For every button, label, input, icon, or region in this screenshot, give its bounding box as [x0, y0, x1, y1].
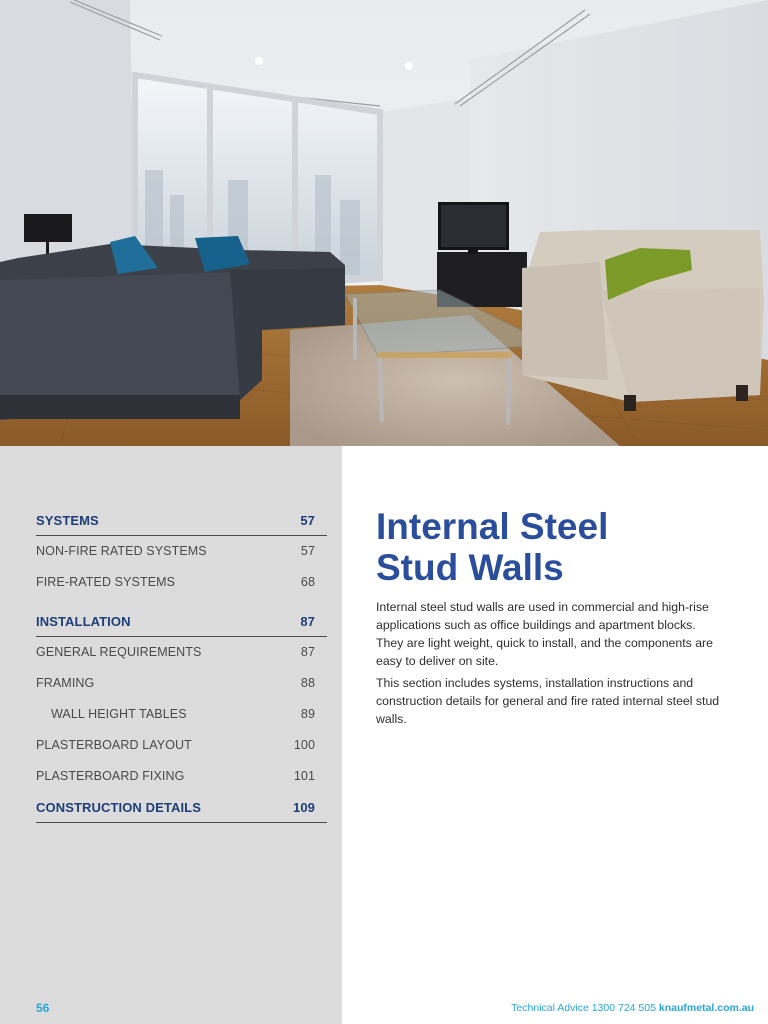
section-title-line-2: Stud Walls — [376, 547, 564, 588]
toc-label: SYSTEMS — [36, 513, 99, 528]
toc-heading-construction-details[interactable] — [36, 792, 327, 823]
toc-label: PLASTERBOARD LAYOUT — [36, 738, 192, 752]
section-title-line-1: Internal Steel — [376, 506, 609, 547]
toc-label: FIRE-RATED SYSTEMS — [36, 575, 176, 589]
toc-label: CONSTRUCTION DETAILS — [36, 800, 201, 815]
toc-item-non-fire-rated-systems[interactable] — [36, 536, 327, 567]
toc-page-number: 57 — [300, 544, 315, 558]
toc-heading-installation[interactable] — [36, 606, 327, 637]
intro-paragraph-1: Internal steel stud walls are used in commercial and high-rise applications such as office buildings and apartment blocks. They are light weight, quick to install, and the components are easy to deliver on site. — [376, 600, 713, 668]
intro-text — [376, 598, 724, 732]
toc-page-number: 87 — [300, 614, 315, 629]
toc-item-plasterboard-layout[interactable] — [36, 730, 327, 761]
toc-label: INSTALLATION — [36, 614, 131, 629]
toc-label: WALL HEIGHT TABLES — [51, 707, 187, 721]
toc-label: GENERAL REQUIREMENTS — [36, 645, 202, 659]
toc-panel — [0, 446, 342, 1024]
toc-page-number: 89 — [300, 707, 315, 721]
toc-page-number: 109 — [293, 800, 315, 815]
toc-page-number: 100 — [293, 738, 315, 752]
website-link[interactable]: knaufmetal.com.au — [658, 1002, 754, 1014]
toc-item-plasterboard-fixing[interactable] — [36, 761, 327, 792]
page-number: 56 — [36, 1001, 50, 1015]
toc-label: PLASTERBOARD FIXING — [36, 769, 185, 783]
toc-subitem-wall-height-tables[interactable] — [36, 699, 327, 730]
toc-page-number: 87 — [300, 645, 315, 659]
table-of-contents — [36, 505, 327, 823]
toc-label: FRAMING — [36, 676, 95, 690]
hero-photo-living-room — [0, 0, 768, 446]
toc-item-framing[interactable] — [36, 668, 327, 699]
toc-page-number: 68 — [300, 575, 315, 589]
toc-page-number: 101 — [293, 769, 315, 783]
toc-heading-systems[interactable] — [36, 505, 327, 536]
footer-contact — [511, 1002, 754, 1014]
section-title — [376, 506, 746, 588]
toc-label: NON-FIRE RATED SYSTEMS — [36, 544, 207, 558]
technical-advice-text: Technical Advice 1300 724 505 — [511, 1002, 656, 1014]
intro-paragraph-2: This section includes systems, installation instructions and construction details for general and fire rated internal steel stud walls. — [376, 676, 720, 726]
toc-item-general-requirements[interactable] — [36, 637, 327, 668]
toc-page-number: 88 — [300, 676, 315, 690]
toc-page-number: 57 — [300, 513, 315, 528]
toc-item-fire-rated-systems[interactable] — [36, 567, 327, 598]
